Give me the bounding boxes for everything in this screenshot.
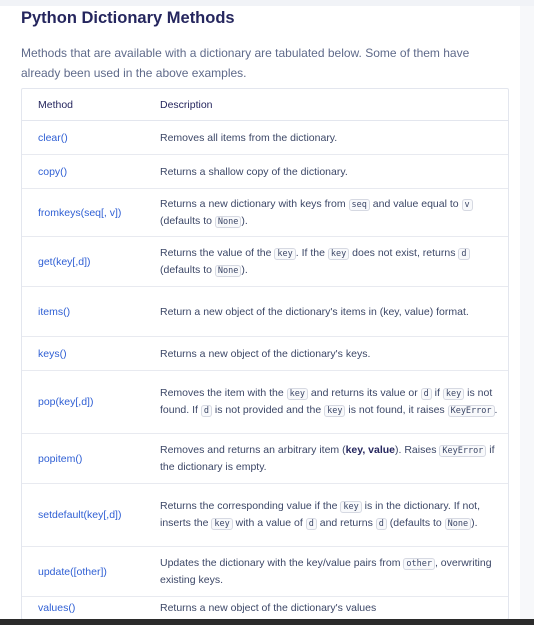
table-row [22,547,508,597]
table-row [22,597,508,620]
header-method: Method [22,89,144,121]
description-text: and returns its value or [308,387,421,399]
top-strip [0,0,534,6]
description-text: ). Raises [395,444,440,456]
inline-code: d [201,405,212,417]
description-text: Returns the value of the [160,246,275,259]
method-description [144,189,508,237]
method-link-pop[interactable]: pop(key[,d]) [22,371,144,434]
method-description [144,237,508,287]
description-text: Updates the dictionary with the key/value pairs from [160,557,404,569]
method-link-keys[interactable]: keys() [22,337,144,371]
method-link-copy[interactable]: copy() [22,155,144,189]
table-row [22,189,508,237]
description-text: and value equal to [369,197,462,210]
methods-table-container [21,88,509,620]
method-link-popitem[interactable]: popitem() [22,434,144,484]
inline-code: d [306,518,317,530]
method-description [144,287,508,337]
inline-code: KeyError [439,445,486,457]
inline-code: key [443,388,464,400]
description-text: Removes all items from the dictionary. [160,131,338,144]
description-text: does not exist, returns [349,246,459,259]
method-link-values[interactable]: values() [38,602,76,614]
header-description: Description [144,89,508,121]
description-text: Returns a new dictionary with keys from [160,197,349,210]
inline-code: v [462,199,473,211]
description-text: , overwriting existing keys. [160,557,492,586]
method-link-setdefault[interactable]: setdefault(key[,d]) [22,484,144,547]
description-text: is in the dictionary. If not, inserts the [160,500,480,529]
inline-code: KeyError [448,405,495,417]
section-title: Python Dictionary Methods [21,9,235,27]
method-description [144,371,508,434]
inline-code: None [445,518,471,530]
description-text: ). [241,214,248,227]
method-description [144,597,508,620]
bold-text: key, value [345,444,396,456]
inline-code: key [287,388,308,400]
description-text: (defaults to [160,263,215,276]
method-description [144,121,508,155]
description-text: Returns the corresponding value if the [160,500,341,512]
description-text: if [431,387,443,399]
section-intro: Methods that are available with a dictionary are tabulated below. Some of them have already been used in the above examples. [21,46,470,80]
inline-code: d [421,388,432,400]
description-text: and returns [316,517,376,529]
description-text: . [494,404,498,416]
method-description [144,155,508,189]
description-text: Removes and returns an arbitrary item ( [160,444,346,456]
table-row [22,371,508,434]
inline-code: key [328,248,349,260]
table-row [22,237,508,287]
description-text: Returns a shallow copy of the dictionary. [160,165,348,178]
method-description [144,337,508,371]
method-link-fromkeys[interactable]: fromkeys(seq[, v]) [22,189,144,237]
method-description [144,484,508,547]
bottom-bar [0,619,534,625]
inline-code: key [211,518,232,530]
description-text: Returns a new object of the dictionary's values [160,602,377,614]
inline-code: seq [349,199,370,211]
method-link-clear[interactable]: clear() [22,121,144,155]
methods-table [22,89,508,619]
inline-code: d [458,248,469,260]
description-text: . If the [295,246,328,259]
description-text: Removes the item with the [160,387,287,399]
description-text: is not found. If [160,387,493,416]
description-text: ). [241,263,248,276]
method-link-update[interactable]: update([other]) [22,547,144,597]
table-row [22,434,508,484]
dictionary-methods-section [21,8,511,614]
method-link-items[interactable]: items() [22,287,144,337]
inline-code: key [340,501,361,513]
inline-code: None [215,216,241,228]
description-text: (defaults to [160,214,215,227]
table-row [22,121,508,155]
description-text: if the dictionary is empty. [160,444,495,473]
description-text: is not provided and the [212,404,325,416]
table-row [22,287,508,337]
description-text: ). [471,517,478,529]
table-row [22,484,508,547]
inline-code: None [215,265,241,277]
method-description [144,547,508,597]
inline-code: key [324,405,345,417]
page-right-edge [520,6,534,619]
table-header-row [22,89,508,121]
description-text: Return a new object of the dictionary's items in (key, value) format. [160,305,469,318]
table-row [22,155,508,189]
inline-code: key [274,248,295,260]
inline-code: d [376,518,387,530]
description-text: (defaults to [386,517,445,529]
description-text: with a value of [232,517,306,529]
method-link-get[interactable]: get(key[,d]) [22,237,144,287]
description-text: is not found, it raises [345,404,448,416]
table-row [22,337,508,371]
inline-code: other [403,558,435,570]
description-text: Returns a new object of the dictionary's keys. [160,347,371,360]
method-description [144,434,508,484]
